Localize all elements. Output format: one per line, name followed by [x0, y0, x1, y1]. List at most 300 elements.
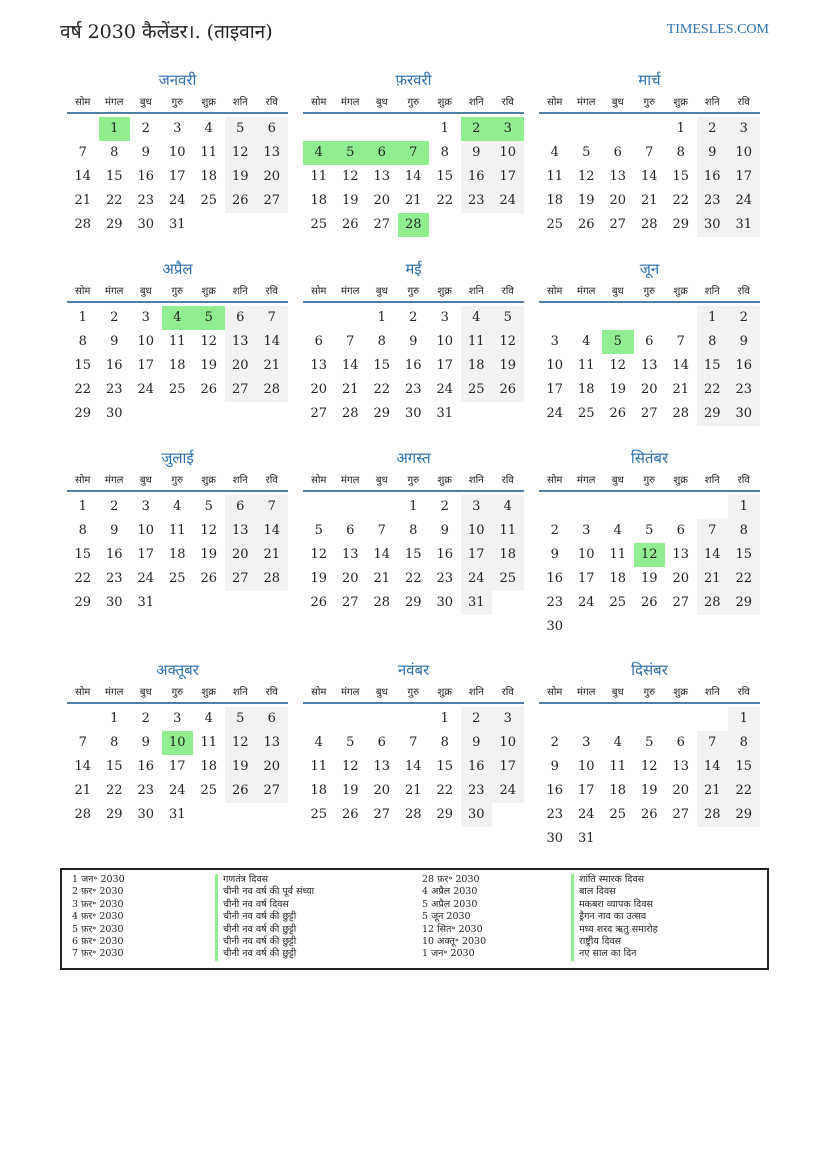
day-cell: 9: [141, 735, 150, 750]
day-cell: 13: [609, 169, 627, 184]
month-9: [539, 448, 760, 639]
day-cell: 19: [341, 783, 359, 798]
weekday-label: मंगल: [577, 97, 596, 108]
day-cell: 30: [105, 595, 123, 610]
weekday-label: रवि: [265, 286, 278, 297]
day-cell: 26: [341, 217, 359, 232]
day-cell: 18: [609, 783, 627, 798]
day-cell: 20: [373, 783, 391, 798]
legend-holiday-name: गणतंत्र दिवस: [215, 874, 314, 886]
day-cell: 13: [310, 358, 328, 373]
day-cell: 10: [492, 141, 524, 165]
month-1: [67, 70, 288, 237]
day-cell: 22: [373, 382, 391, 397]
legend-holiday-name: चीनी नव वर्ष की छुट्टी: [215, 936, 314, 948]
day-cell: 21: [404, 783, 422, 798]
day-cell: 24: [577, 595, 595, 610]
day-cell: 17: [168, 759, 186, 774]
month-name: मार्च: [638, 71, 661, 89]
day-cell: 31: [137, 595, 155, 610]
day-cell: 1: [78, 310, 87, 325]
month-3: [539, 70, 760, 237]
empty-cell: [366, 117, 398, 141]
day-cell: 28: [256, 567, 288, 591]
weekday-label: रवि: [265, 97, 278, 108]
day-cell: 16: [137, 759, 155, 774]
weekday-label: सोम: [75, 687, 91, 698]
month-5: [303, 259, 524, 426]
day-cell: 29: [105, 217, 123, 232]
day-cell: 12: [640, 759, 658, 774]
day-cell: 26: [341, 807, 359, 822]
day-grid: [67, 495, 288, 615]
weekday-label: शुक्र: [201, 687, 216, 698]
holiday-day-cell: 10: [162, 731, 194, 755]
day-cell: 2: [409, 310, 418, 325]
day-cell: 22: [105, 193, 123, 208]
day-cell: 14: [74, 759, 92, 774]
day-cell: 25: [609, 807, 627, 822]
day-cell: 27: [256, 779, 288, 803]
empty-cell: [634, 707, 666, 731]
day-cell: 7: [409, 735, 418, 750]
day-cell: 22: [728, 567, 760, 591]
day-cell: 17: [577, 571, 595, 586]
day-cell: 23: [137, 783, 155, 798]
day-cell: 3: [582, 523, 591, 538]
weekday-label: सोम: [75, 97, 91, 108]
day-cell: 11: [200, 735, 218, 750]
day-cell: 8: [78, 334, 87, 349]
day-cell: 30: [404, 406, 422, 421]
legend-date: 12 सित॰ 2030: [422, 923, 483, 935]
empty-cell: [697, 707, 729, 731]
holiday-day-cell: 2: [461, 117, 493, 141]
day-cell: 9: [697, 141, 729, 165]
legend-holiday-name: चीनी नव वर्ष की छुट्टी: [215, 948, 314, 960]
weekday-header: [303, 680, 524, 704]
day-cell: 6: [225, 306, 257, 330]
day-cell: 6: [314, 334, 323, 349]
day-cell: 26: [492, 378, 524, 402]
holiday-day-cell: 5: [193, 306, 225, 330]
weekday-header: [303, 279, 524, 303]
day-cell: 3: [728, 117, 760, 141]
day-cell: 23: [697, 189, 729, 213]
day-cell: 19: [200, 547, 218, 562]
day-cell: 27: [341, 595, 359, 610]
day-cell: 19: [492, 354, 524, 378]
day-cell: 30: [105, 406, 123, 421]
empty-cell: [539, 707, 571, 731]
month-10: [67, 660, 288, 827]
weekday-label: गुरु: [407, 475, 420, 486]
legend-holiday-name: राष्ट्रीय दिवस: [571, 936, 658, 948]
holiday-legend: [60, 868, 769, 970]
day-cell: 6: [645, 334, 654, 349]
holiday-day-cell: 28: [398, 213, 430, 237]
day-cell: 21: [341, 382, 359, 397]
legend-holiday-name: चीनी नव वर्ष की छुट्टी: [215, 924, 314, 936]
weekday-label: गुरु: [407, 97, 420, 108]
day-cell: 7: [256, 495, 288, 519]
day-cell: 21: [256, 354, 288, 378]
day-cell: 2: [728, 306, 760, 330]
day-cell: 22: [105, 783, 123, 798]
day-cell: 25: [310, 217, 328, 232]
empty-cell: [67, 117, 99, 141]
day-cell: 20: [640, 382, 658, 397]
day-cell: 7: [78, 735, 87, 750]
day-cell: 6: [613, 145, 622, 160]
day-cell: 16: [105, 358, 123, 373]
day-cell: 5: [314, 523, 323, 538]
month-12: [539, 660, 760, 851]
legend-holiday-name: चीनी नव वर्ष की छुट्टी: [215, 911, 314, 923]
day-cell: 26: [200, 382, 218, 397]
day-grid: [67, 707, 288, 827]
weekday-label: शुक्र: [437, 475, 452, 486]
month-name: जनवरी: [158, 71, 197, 89]
day-cell: 8: [697, 330, 729, 354]
day-cell: 28: [697, 803, 729, 827]
month-name: जून: [639, 260, 660, 278]
day-cell: 12: [577, 169, 595, 184]
day-cell: 30: [137, 217, 155, 232]
day-cell: 17: [492, 165, 524, 189]
day-cell: 10: [577, 759, 595, 774]
day-cell: 11: [609, 547, 627, 562]
day-cell: 10: [492, 731, 524, 755]
day-cell: 21: [74, 193, 92, 208]
legend-date: 2 फ़र॰ 2030: [72, 886, 124, 898]
day-cell: 16: [404, 358, 422, 373]
month-name: दिसंबर: [631, 661, 668, 679]
day-cell: 11: [168, 523, 186, 538]
day-cell: 2: [550, 523, 559, 538]
day-cell: 14: [697, 755, 729, 779]
day-cell: 10: [137, 334, 155, 349]
day-cell: 27: [225, 378, 257, 402]
weekday-label: बुध: [375, 475, 388, 486]
day-cell: 22: [728, 779, 760, 803]
day-cell: 14: [404, 759, 422, 774]
day-cell: 31: [577, 831, 595, 846]
day-grid: [303, 707, 524, 827]
legend-date: 10 अक्तू॰ 2030: [422, 935, 487, 947]
day-cell: 12: [341, 759, 359, 774]
month-6: [539, 259, 760, 426]
day-cell: 9: [141, 145, 150, 160]
day-cell: 11: [609, 759, 627, 774]
day-cell: 21: [640, 193, 658, 208]
day-cell: 4: [613, 735, 622, 750]
weekday-header: [67, 279, 288, 303]
day-cell: 22: [74, 571, 92, 586]
day-grid: [303, 495, 524, 615]
day-cell: 23: [105, 571, 123, 586]
weekday-label: गुरु: [171, 475, 184, 486]
day-cell: 5: [645, 735, 654, 750]
day-cell: 24: [492, 189, 524, 213]
weekday-header: [539, 279, 760, 303]
weekday-label: बुध: [611, 475, 624, 486]
day-cell: 25: [200, 193, 218, 208]
weekday-label: शनि: [232, 475, 248, 486]
month-name: मई: [405, 260, 422, 278]
day-cell: 28: [256, 378, 288, 402]
weekday-label: रवि: [737, 687, 750, 698]
day-cell: 29: [74, 406, 92, 421]
weekday-label: बुध: [139, 97, 152, 108]
weekday-label: गुरु: [643, 475, 656, 486]
day-cell: 14: [672, 358, 690, 373]
day-cell: 28: [341, 406, 359, 421]
day-cell: 30: [546, 831, 564, 846]
empty-cell: [634, 495, 666, 519]
day-cell: 16: [697, 165, 729, 189]
weekday-header: [539, 680, 760, 704]
empty-cell: [539, 117, 571, 141]
empty-cell: [67, 707, 99, 731]
day-cell: 5: [492, 306, 524, 330]
day-cell: 26: [310, 595, 328, 610]
day-cell: 26: [225, 779, 257, 803]
day-cell: 2: [141, 121, 150, 136]
day-cell: 23: [137, 193, 155, 208]
empty-cell: [335, 707, 367, 731]
day-cell: 17: [577, 783, 595, 798]
month-name: अक्तूबर: [156, 661, 199, 679]
holiday-day-cell: 6: [366, 141, 398, 165]
legend-holiday-name: चीनी नव वर्ष दिवस: [215, 899, 314, 911]
day-cell: 9: [110, 334, 119, 349]
day-cell: 7: [346, 334, 355, 349]
holiday-day-cell: 1: [99, 117, 131, 141]
empty-cell: [634, 306, 666, 330]
day-cell: 22: [436, 193, 454, 208]
day-cell: 10: [546, 358, 564, 373]
day-cell: 11: [310, 169, 328, 184]
weekday-label: बुध: [139, 475, 152, 486]
weekday-label: शनि: [704, 286, 720, 297]
day-cell: 19: [609, 382, 627, 397]
weekday-header: [67, 680, 288, 704]
day-cell: 2: [440, 499, 449, 514]
day-cell: 29: [404, 595, 422, 610]
day-cell: 10: [728, 141, 760, 165]
weekday-label: बुध: [611, 687, 624, 698]
empty-cell: [665, 306, 697, 330]
day-cell: 16: [546, 571, 564, 586]
day-cell: 9: [550, 759, 559, 774]
day-cell: 14: [341, 358, 359, 373]
day-cell: 8: [676, 145, 685, 160]
day-cell: 14: [373, 547, 391, 562]
day-cell: 24: [577, 807, 595, 822]
weekday-label: सोम: [75, 475, 91, 486]
weekday-label: गुरु: [171, 97, 184, 108]
day-cell: 31: [436, 406, 454, 421]
day-cell: 21: [373, 571, 391, 586]
day-cell: 10: [577, 547, 595, 562]
day-cell: 10: [461, 519, 493, 543]
empty-cell: [303, 117, 335, 141]
day-cell: 6: [256, 707, 288, 731]
weekday-label: शनि: [704, 475, 720, 486]
day-grid: [303, 306, 524, 426]
day-cell: 26: [640, 595, 658, 610]
day-cell: 20: [225, 354, 257, 378]
day-cell: 28: [74, 807, 92, 822]
weekday-label: मंगल: [341, 475, 360, 486]
weekday-label: शुक्र: [673, 687, 688, 698]
day-cell: 20: [256, 755, 288, 779]
weekday-label: मंगल: [577, 687, 596, 698]
day-cell: 1: [409, 499, 418, 514]
weekday-label: बुध: [611, 286, 624, 297]
day-cell: 8: [377, 334, 386, 349]
day-cell: 11: [492, 519, 524, 543]
weekday-label: शनि: [468, 475, 484, 486]
holiday-day-cell: 3: [492, 117, 524, 141]
weekday-label: मंगल: [105, 286, 124, 297]
weekday-label: गुरु: [171, 286, 184, 297]
weekday-label: रवि: [501, 97, 514, 108]
day-cell: 2: [110, 499, 119, 514]
day-cell: 15: [697, 354, 729, 378]
day-cell: 9: [409, 334, 418, 349]
day-cell: 24: [168, 783, 186, 798]
site-link[interactable]: TIMESLES.COM: [666, 22, 769, 37]
day-cell: 12: [492, 330, 524, 354]
weekday-label: मंगल: [105, 97, 124, 108]
day-cell: 8: [440, 145, 449, 160]
day-cell: 24: [461, 567, 493, 591]
day-cell: 3: [141, 310, 150, 325]
day-cell: 21: [404, 193, 422, 208]
day-cell: 16: [728, 354, 760, 378]
day-cell: 16: [546, 783, 564, 798]
weekday-label: सोम: [311, 475, 327, 486]
day-cell: 1: [697, 306, 729, 330]
holiday-day-cell: 5: [602, 330, 634, 354]
weekday-label: सोम: [547, 687, 563, 698]
month-name: सितंबर: [630, 449, 669, 467]
empty-cell: [602, 117, 634, 141]
weekday-label: बुध: [139, 286, 152, 297]
day-cell: 24: [546, 406, 564, 421]
day-cell: 4: [314, 735, 323, 750]
weekday-label: मंगल: [341, 286, 360, 297]
weekday-label: रवि: [501, 475, 514, 486]
legend-date: 1 जन॰ 2030: [422, 948, 475, 960]
day-cell: 22: [436, 783, 454, 798]
day-cell: 14: [256, 330, 288, 354]
month-4: [67, 259, 288, 426]
weekday-label: बुध: [375, 687, 388, 698]
day-cell: 5: [582, 145, 591, 160]
day-grid: [539, 117, 760, 237]
weekday-label: रवि: [265, 687, 278, 698]
day-cell: 13: [640, 358, 658, 373]
day-cell: 1: [110, 711, 119, 726]
page-title: वर्ष 2030 कैलेंडर।. (ताइवान): [60, 21, 273, 43]
day-cell: 25: [310, 807, 328, 822]
day-cell: 30: [546, 619, 564, 634]
weekday-label: सोम: [311, 97, 327, 108]
day-cell: 5: [204, 499, 213, 514]
day-cell: 23: [728, 378, 760, 402]
day-cell: 7: [256, 306, 288, 330]
empty-cell: [398, 707, 430, 731]
day-cell: 17: [137, 358, 155, 373]
empty-cell: [366, 495, 398, 519]
day-cell: 8: [440, 735, 449, 750]
day-cell: 18: [546, 193, 564, 208]
weekday-label: शुक्र: [673, 97, 688, 108]
month-name: अप्रैल: [162, 260, 193, 278]
day-cell: 17: [492, 755, 524, 779]
day-cell: 21: [697, 567, 729, 591]
month-11: [303, 660, 524, 827]
weekday-label: सोम: [311, 687, 327, 698]
weekday-header: [303, 90, 524, 114]
legend-holiday-name: नए साल का दिन: [571, 948, 658, 960]
weekday-label: शनि: [704, 97, 720, 108]
day-cell: 4: [550, 145, 559, 160]
day-cell: 29: [105, 807, 123, 822]
weekday-label: मंगल: [577, 286, 596, 297]
day-cell: 6: [225, 495, 257, 519]
day-cell: 31: [728, 213, 760, 237]
holiday-day-cell: 12: [634, 543, 666, 567]
day-cell: 9: [728, 330, 760, 354]
legend-date: 4 अप्रैल 2030: [422, 886, 478, 898]
day-cell: 13: [256, 731, 288, 755]
day-cell: 17: [546, 382, 564, 397]
day-cell: 20: [672, 783, 690, 798]
day-cell: 28: [640, 217, 658, 232]
day-cell: 18: [168, 547, 186, 562]
day-cell: 25: [546, 217, 564, 232]
weekday-label: बुध: [375, 286, 388, 297]
day-cell: 20: [672, 571, 690, 586]
day-cell: 17: [137, 547, 155, 562]
day-cell: 9: [550, 547, 559, 562]
weekday-label: गुरु: [407, 687, 420, 698]
empty-cell: [539, 306, 571, 330]
day-cell: 6: [346, 523, 355, 538]
day-cell: 23: [461, 779, 493, 803]
empty-cell: [634, 117, 666, 141]
legend-date: 6 फ़र॰ 2030: [72, 935, 124, 947]
day-cell: 4: [461, 306, 493, 330]
day-cell: 7: [78, 145, 87, 160]
day-cell: 11: [546, 169, 564, 184]
day-cell: 24: [137, 571, 155, 586]
day-cell: 18: [577, 382, 595, 397]
day-cell: 29: [697, 402, 729, 426]
day-cell: 11: [200, 145, 218, 160]
day-cell: 19: [577, 193, 595, 208]
day-cell: 6: [377, 735, 386, 750]
day-cell: 31: [168, 807, 186, 822]
day-cell: 24: [436, 382, 454, 397]
day-cell: 6: [676, 523, 685, 538]
weekday-label: गुरु: [643, 687, 656, 698]
day-cell: 18: [461, 354, 493, 378]
